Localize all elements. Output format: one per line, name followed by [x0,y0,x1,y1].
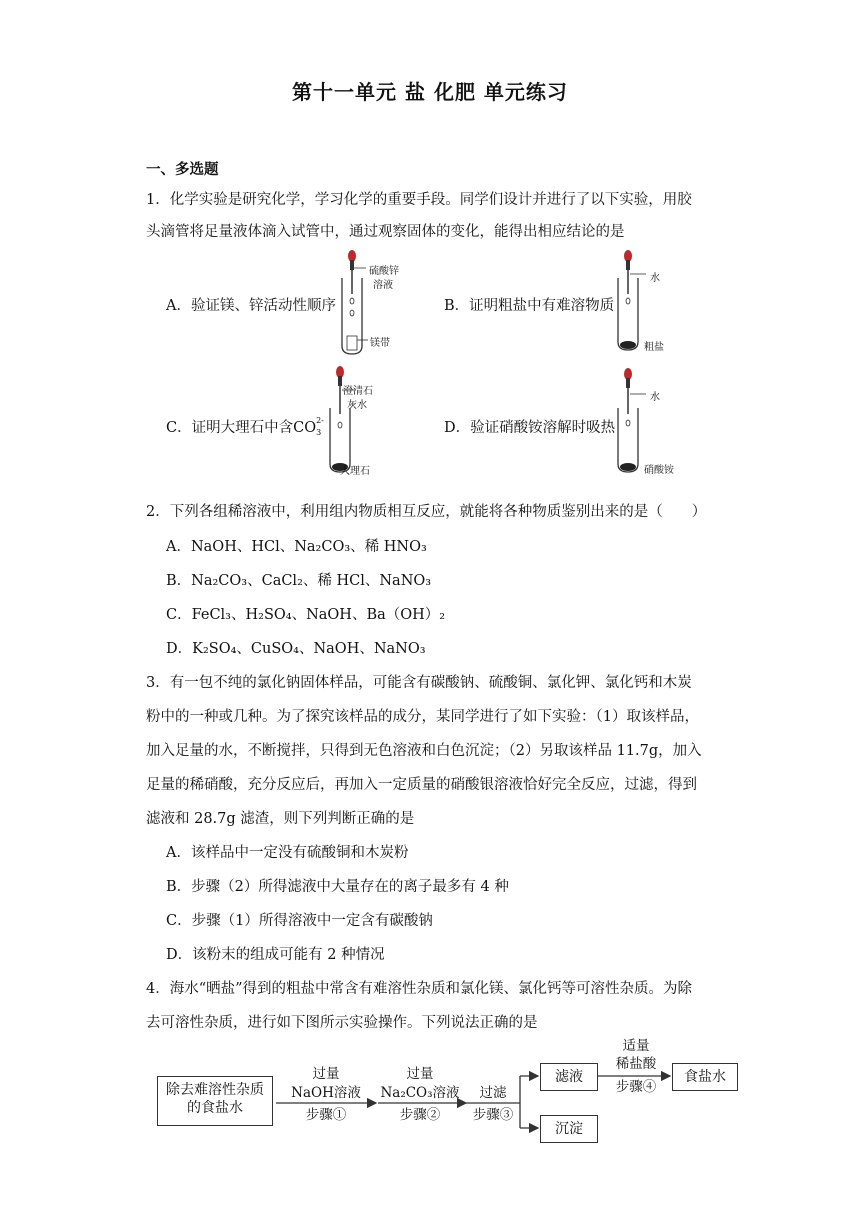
test-tube-d-icon [612,364,662,476]
q1-option-b[interactable]: B．证明粗盐中有难溶物质 [444,298,615,314]
q1-option-d[interactable]: D．验证硝酸铵溶解时吸热 [444,420,616,436]
q3-line1: 3．有一包不纯的氯化钠固体样品，可能含有碳酸钠、硫酸铜、氯化钾、氯化钙和木炭 [146,675,692,691]
q1-a-liquid-label: 硫酸锌 [369,266,399,277]
flow-step4-bot: 步骤④ [615,1079,657,1095]
test-tube-c-icon [326,364,370,476]
q3-option-b[interactable]: B．步骤（2）所得滤液中大量存在的离子最多有 4 种 [166,879,509,895]
q3-line5: 滤液和 28.7g 滤渣，则下列判断正确的是 [146,811,415,827]
flow-step2-top: 过量 [406,1066,434,1082]
flow-step1-top: 过量 [312,1066,340,1082]
q2-option-c[interactable]: C．FeCl₃、H₂SO₄、NaOH、Ba（OH）₂ [166,607,446,623]
page-title: 第十一单元 盐 化肥 单元练习 [292,80,568,104]
q2-option-b[interactable]: B．Na₂CO₃、CaCl₂、稀 HCl、NaNO₃ [166,573,432,589]
q1-a-liquid-label2: 溶液 [373,280,393,291]
flow-start-box: 除去难溶性杂质 的食盐水 [157,1076,273,1126]
q4-line1: 4．海水“晒盐”得到的粗盐中常含有难溶性杂质和氯化镁、氯化钙等可溶性杂质。为除 [146,981,693,997]
q2-stem: 2．下列各组稀溶液中，利用组内物质相互反应，就能将各种物质鉴别出来的是（ ） [146,504,707,520]
q3-option-d[interactable]: D．该粉末的组成可能有 2 种情况 [166,947,385,963]
q1-c-liquid-label: 澄清石 [343,386,373,397]
q1-a-solid-label: 镁带 [370,338,390,349]
q3-option-c[interactable]: C．步骤（1）所得溶液中一定含有碳酸钠 [166,913,433,929]
q3-option-a[interactable]: A．该样品中一定没有硫酸铜和木炭粉 [166,845,409,861]
flow-end-box: 食盐水 [672,1063,738,1091]
flow-filtrate-box: 滤液 [540,1063,598,1091]
q1-option-a[interactable]: A．验证镁、锌活动性顺序 [166,298,336,314]
flow-step4-top2: 稀盐酸 [615,1056,657,1072]
q2-option-a[interactable]: A．NaOH、HCl、Na₂CO₃、稀 HNO₃ [166,539,427,555]
q3-line4: 足量的稀硝酸，充分反应后，再加入一定质量的硝酸银溶液恰好完全反应，过滤，得到 [146,777,697,793]
q1-d-liquid-label: 水 [650,392,660,403]
flow-precipitate-box: 沉淀 [540,1115,598,1143]
q1-d-solid-label: 硝酸铵 [644,465,674,476]
q4-line2: 去可溶性杂质，进行如下图所示实验操作。下列说法正确的是 [146,1015,538,1031]
flow-step2-bot: 步骤② [399,1107,441,1123]
flow-step3-top: 过滤 [479,1085,507,1101]
q1-stem-line2: 头滴管将足量液体滴入试管中，通过观察固体的变化，能得出相应结论的是 [146,224,625,240]
q2-option-d[interactable]: D．K₂SO₄、CuSO₄、NaOH、NaNO₃ [166,641,426,657]
q1-c-liquid-label2: 灰水 [347,400,367,411]
flow-step1-mid: NaOH溶液 [291,1085,361,1101]
q3-line2: 粉中的一种或几种。为了探究该样品的成分，某同学进行了如下实验：（1）取该样品， [146,709,699,725]
q3-line3: 加入足量的水，不断搅拌，只得到无色溶液和白色沉淀；（2）另取该样品 11.7g，加入 [146,743,702,759]
flow-step1-bot: 步骤① [305,1107,347,1123]
q1-c-solid-label: 大理石 [340,466,370,477]
flow-step4-top1: 适量 [622,1038,650,1054]
flow-step3-bot: 步骤③ [472,1107,514,1123]
section-heading: 一、多选题 [146,161,219,178]
q1-b-liquid-label: 水 [650,273,660,284]
q1-option-c[interactable]: C．证明大理石中含CO 2- 3 [166,416,324,437]
q1-stem-line1: 1．化学实验是研究化学，学习化学的重要手段。同学们设计并进行了以下实验，用胶 [146,192,692,208]
q1-b-solid-label: 粗盐 [644,342,664,353]
flow-step2-mid: Na₂CO₃溶液 [380,1085,460,1101]
